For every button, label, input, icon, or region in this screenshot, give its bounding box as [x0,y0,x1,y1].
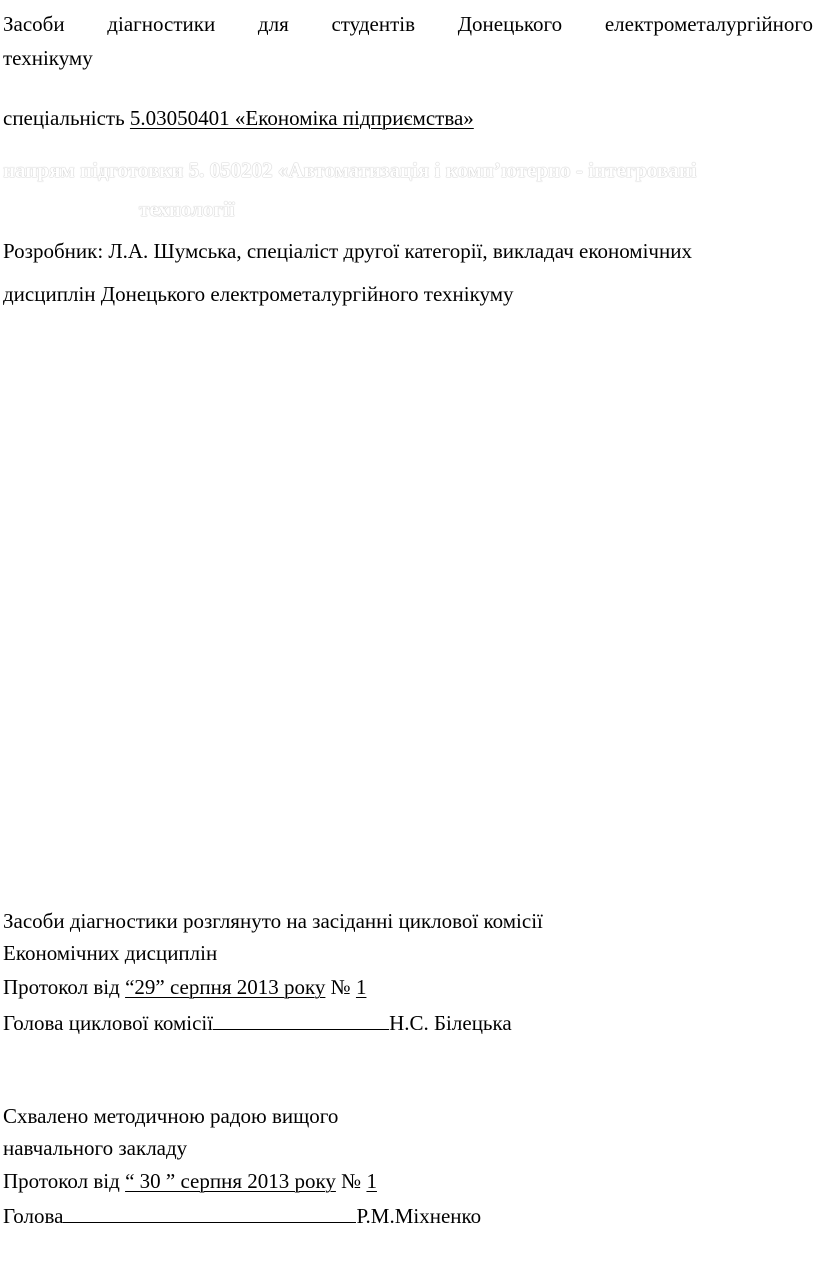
developer-line-2: дисциплін Донецького електрометалургійного технікуму [3,282,514,306]
commission-line-2: Економічних дисциплін [3,941,218,965]
council-protocol-line [3,1168,377,1194]
head-name: Н.С. Білецька [389,1011,512,1035]
heading-word: для [257,12,289,36]
protocol-prefix: Протокол від [3,975,126,999]
protocol-number: 1 [355,975,367,999]
head-label: Голова циклової комісії [3,1011,214,1035]
commission-head-line [3,1009,512,1036]
heading-word: Донецького [457,12,563,36]
protocol-number-sign: № [325,975,356,999]
ghost-direction-line-1: напрям підготовки 5. 050202 «Автоматизація і комп’ютерно - інтегровані [3,158,697,182]
specialty-value: 5.03050401 «Економіка підприємства» [129,106,474,130]
developer-line-1: Розробник: Л.А. Шумська, спеціаліст другої категорії, викладач економічних [3,239,692,263]
protocol-number: 1 [366,1169,377,1193]
council-line-2: навчального закладу [3,1136,188,1160]
protocol-number-sign: № [335,1169,367,1193]
ghost-direction-line-2: технології [139,197,235,221]
specialty-label: спеціальність [3,106,130,130]
council-line-1: Схвалено методичною радою вищого [3,1104,339,1128]
head-label: Голова [3,1204,64,1228]
protocol-prefix: Протокол від [3,1169,126,1193]
head-name: Р.М.Міхненко [356,1204,482,1228]
heading-line-2: технікуму [3,46,93,70]
signature-blank [213,1009,389,1030]
signature-blank [63,1202,356,1223]
heading-word: електрометалургійного [604,12,813,36]
heading-word: діагностики [107,12,216,36]
commission-protocol-line [3,974,366,1000]
protocol-date: “ 30 ” серпня 2013 року [125,1169,336,1193]
heading-word: Засоби [3,12,65,36]
heading-line-1 [3,11,813,37]
commission-line-1: Засоби діагностики розглянуто на засіданні циклової комісії [3,909,543,933]
heading-word: студентів [331,12,416,36]
council-head-line [3,1202,481,1229]
specialty-line [3,105,474,131]
protocol-date: “29” серпня 2013 року [125,975,326,999]
